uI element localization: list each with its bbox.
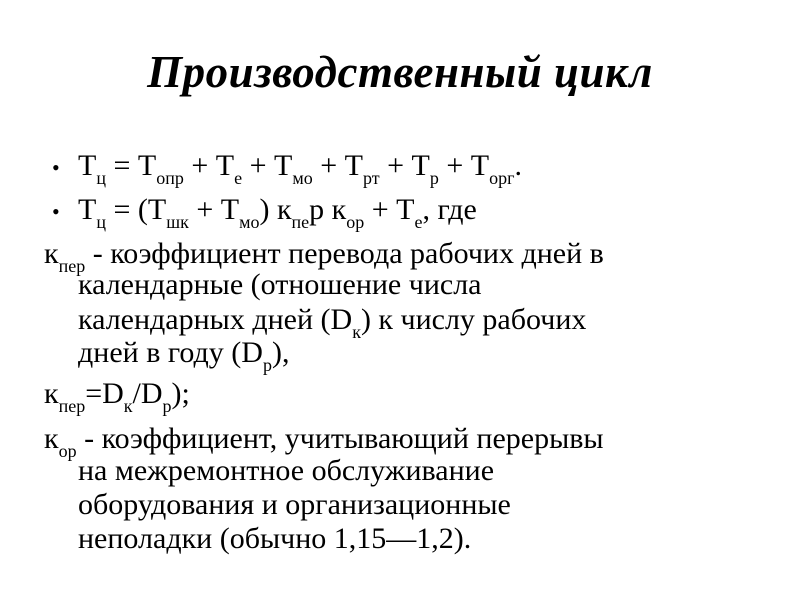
formula-subscript: р: [429, 168, 439, 188]
formula-text: Т: [78, 149, 97, 182]
definition-text: - коэффициент перевода рабочих дней в: [85, 237, 604, 270]
kper-definition-line-1: [44, 237, 604, 276]
kper-definition-line-3: [78, 303, 587, 342]
formula-subscript: мо: [239, 212, 260, 232]
formula-text: к: [44, 377, 59, 410]
formula-text: .: [514, 149, 523, 182]
formula-text: р к: [309, 193, 347, 226]
kor-definition-line-2: [78, 456, 494, 486]
definition-text: - коэффициент, учитывающий перерывы: [76, 422, 604, 455]
formula-production-cycle-alt: [78, 193, 477, 232]
definition-text: ),: [271, 336, 290, 369]
formula-text: + Т: [242, 149, 293, 182]
formula-text: /D: [132, 377, 163, 410]
kper-definition-line-2: [78, 270, 482, 300]
formula-text: + Т: [379, 149, 430, 182]
definition-text: неполадки (обычно 1,15—1,2).: [78, 522, 472, 555]
kor-definition-line-4: [78, 524, 471, 554]
formula-text: + Т: [312, 149, 363, 182]
definition-text: ) к числу рабочих: [360, 303, 587, 336]
formula-subscript: мо: [292, 168, 313, 188]
kper-definition-line-4: [78, 336, 290, 375]
formula-text: + Т: [188, 193, 240, 226]
formula-subscript: е: [414, 212, 423, 232]
definition-text: оборудования и организационные: [78, 488, 511, 521]
formula-subscript: шк: [166, 212, 189, 232]
definition-subscript: к: [352, 322, 361, 342]
bullet-1: •: [52, 155, 60, 180]
formula-text: + Т: [364, 193, 415, 226]
definition-text: на межремонтное обслуживание: [78, 454, 495, 487]
formula-subscript: пе: [291, 212, 310, 232]
definition-subscript: р: [262, 355, 272, 375]
formula-text: = Т: [105, 149, 157, 182]
formula-subscript: е: [234, 168, 243, 188]
formula-subscript: рт: [363, 168, 380, 188]
formula-subscript: ц: [96, 168, 106, 188]
formula-subscript: к: [123, 396, 133, 416]
bullet-2: •: [52, 199, 60, 224]
definition-subscript: ор: [58, 441, 77, 461]
formula-text: );: [171, 377, 190, 410]
formula-text: =D: [85, 377, 124, 410]
formula-production-cycle: [78, 149, 523, 188]
slide-title: Производственный цикл: [147, 47, 653, 97]
kper-formula: [44, 377, 190, 416]
definition-text: к: [44, 422, 59, 455]
formula-subscript: р: [162, 396, 172, 416]
definition-text: календарные (отношение числа: [78, 268, 482, 301]
formula-subscript: ор: [346, 212, 365, 232]
definition-text: дней в году (D: [78, 336, 263, 369]
kor-definition-line-1: [44, 422, 604, 461]
formula-text: + Т: [183, 149, 235, 182]
kor-definition-line-3: [78, 490, 511, 520]
formula-text: ) к: [259, 193, 292, 226]
formula-text: Т: [78, 193, 97, 226]
formula-subscript: ц: [96, 212, 106, 232]
formula-subscript: опр: [156, 168, 184, 188]
formula-text: , где: [422, 193, 477, 226]
definition-subscript: пер: [58, 256, 86, 276]
formula-subscript: пер: [58, 396, 86, 416]
formula-text: = (Т: [105, 193, 167, 226]
formula-text: + Т: [438, 149, 490, 182]
formula-subscript: орг: [489, 168, 515, 188]
definition-text: календарных дней (D: [78, 303, 353, 336]
definition-text: к: [44, 237, 59, 270]
